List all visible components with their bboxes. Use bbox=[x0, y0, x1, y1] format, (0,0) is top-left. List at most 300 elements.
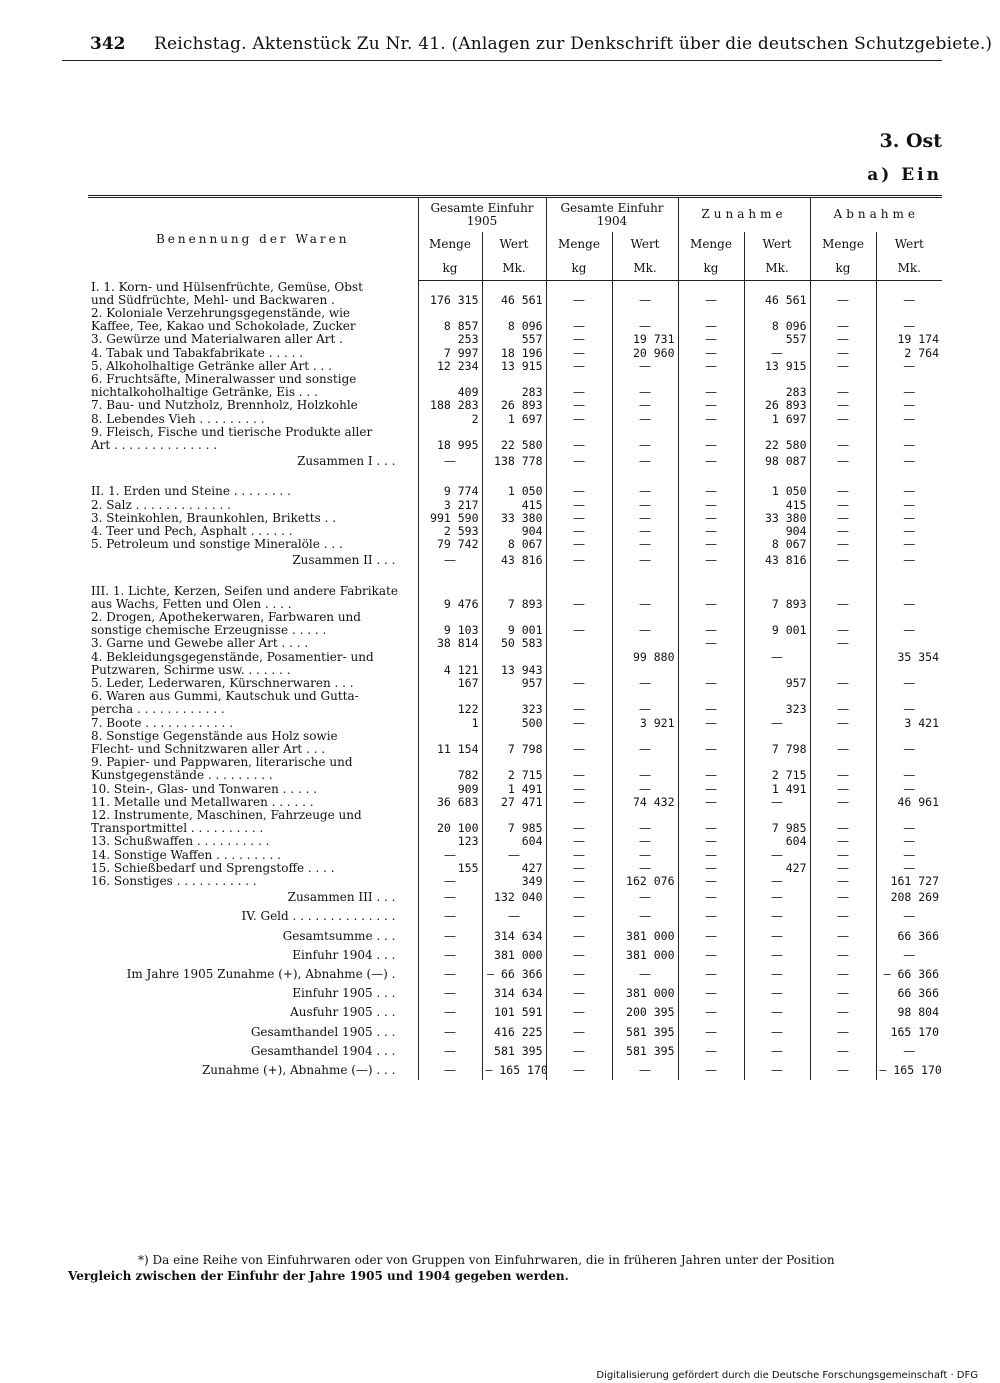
table-cell bbox=[678, 281, 744, 294]
table-row bbox=[88, 1061, 942, 1080]
table-cell: 1 bbox=[418, 717, 482, 730]
table-cell: — bbox=[678, 399, 744, 412]
table-cell: — bbox=[810, 512, 876, 525]
table-cell: 35 354 bbox=[876, 651, 942, 664]
table-cell: — bbox=[876, 822, 942, 835]
table-cell: — bbox=[810, 439, 876, 452]
table-cell: — bbox=[744, 347, 810, 360]
table-cell: — bbox=[678, 822, 744, 835]
table-row bbox=[88, 965, 942, 984]
table-cell: — bbox=[810, 333, 876, 346]
table-cell: — bbox=[810, 413, 876, 426]
table-cell: — bbox=[546, 703, 612, 716]
table-cell: 9 001 bbox=[482, 624, 546, 637]
table-cell: 904 bbox=[744, 525, 810, 538]
table-cell: 7 798 bbox=[482, 743, 546, 756]
table-cell: — bbox=[546, 386, 612, 399]
table-cell: — bbox=[678, 1061, 744, 1080]
table-cell: — bbox=[546, 485, 612, 498]
item-label: 4. Bekleidungsgegenstände, Posamentier- und bbox=[91, 650, 374, 664]
table-cell: 416 225 bbox=[482, 1023, 546, 1042]
table-cell: 782 bbox=[418, 769, 482, 782]
page-number: 342 bbox=[90, 34, 126, 54]
table-cell: 20 100 bbox=[418, 822, 482, 835]
table-cell: 957 bbox=[744, 677, 810, 690]
table-cell: 500 bbox=[482, 717, 546, 730]
table-cell: — bbox=[876, 743, 942, 756]
table-cell: 604 bbox=[482, 835, 546, 848]
total-label: IV. Geld . . . . . . . . . . . . . . bbox=[241, 909, 396, 924]
table-cell: — bbox=[678, 1003, 744, 1022]
table-cell: 581 395 bbox=[612, 1042, 678, 1061]
table-cell: — bbox=[678, 927, 744, 946]
table-cell: — 66 366 bbox=[482, 965, 546, 984]
table-cell bbox=[810, 585, 876, 598]
table-cell: — bbox=[546, 320, 612, 333]
table-cell: — bbox=[546, 862, 612, 875]
table-cell: 43 816 bbox=[744, 551, 810, 570]
table-cell: — bbox=[612, 452, 678, 471]
table-cell: — bbox=[810, 551, 876, 570]
table-row bbox=[88, 927, 942, 946]
table-cell: — bbox=[418, 1042, 482, 1061]
table-row bbox=[88, 796, 942, 809]
item-label: Putzwaren, Schirme usw. . . . . . . bbox=[91, 663, 291, 677]
table-cell: — bbox=[744, 927, 810, 946]
table-row bbox=[88, 862, 942, 875]
table-cell: — bbox=[546, 499, 612, 512]
table-cell: 581 395 bbox=[612, 1023, 678, 1042]
table-cell bbox=[744, 637, 810, 650]
table-row bbox=[88, 585, 942, 598]
table-row bbox=[88, 347, 942, 360]
table-cell: 2 715 bbox=[482, 769, 546, 782]
table-cell: — bbox=[744, 984, 810, 1003]
table-cell: 8 067 bbox=[744, 538, 810, 551]
table-cell: — bbox=[546, 769, 612, 782]
table-cell: 46 561 bbox=[744, 294, 810, 307]
table-cell: — bbox=[612, 888, 678, 907]
spacer-row bbox=[88, 571, 942, 585]
table-cell: 8 857 bbox=[418, 320, 482, 333]
table-cell bbox=[546, 426, 612, 439]
table-cell: 50 583 bbox=[482, 637, 546, 650]
subheader-menge: Menge bbox=[678, 232, 744, 258]
table-cell: 66 366 bbox=[876, 927, 942, 946]
table-cell: 98 804 bbox=[876, 1003, 942, 1022]
table-cell: 22 580 bbox=[482, 439, 546, 452]
table-cell: — bbox=[810, 347, 876, 360]
total-label: Einfuhr 1904 . . . bbox=[292, 947, 396, 962]
item-label: 4. Teer und Pech, Asphalt . . . . . . bbox=[91, 524, 293, 538]
table-row bbox=[88, 499, 942, 512]
table-row bbox=[88, 690, 942, 703]
table-cell: 1 050 bbox=[744, 485, 810, 498]
table-cell: — bbox=[810, 875, 876, 888]
table-cell: — bbox=[876, 598, 942, 611]
table-cell: 381 000 bbox=[482, 946, 546, 965]
table-cell: 33 380 bbox=[744, 512, 810, 525]
table-cell: 3 421 bbox=[876, 717, 942, 730]
table-cell: 8 096 bbox=[744, 320, 810, 333]
table-cell: — bbox=[546, 743, 612, 756]
table-cell: — bbox=[876, 677, 942, 690]
table-cell: — bbox=[612, 822, 678, 835]
table-row bbox=[88, 452, 942, 471]
table-cell: — bbox=[546, 598, 612, 611]
item-label: 5. Petroleum und sonstige Mineralöle . . . bbox=[91, 538, 343, 552]
table-cell: — bbox=[810, 743, 876, 756]
table-cell: 7 798 bbox=[744, 743, 810, 756]
total-label: Gesamtsumme . . . bbox=[282, 928, 396, 943]
table-cell: 155 bbox=[418, 862, 482, 875]
table-cell: — bbox=[876, 399, 942, 412]
table-row bbox=[88, 1023, 942, 1042]
table-cell: — bbox=[678, 294, 744, 307]
table-cell: 7 893 bbox=[482, 598, 546, 611]
table-cell: 43 816 bbox=[482, 551, 546, 570]
table-cell: — bbox=[810, 624, 876, 637]
table-cell bbox=[546, 585, 612, 598]
group-header-decrease: Abnahme bbox=[810, 197, 942, 233]
footnote-line-2: Vergleich zwischen der Einfuhr der Jahre 1905 und 1904 gegeben werden. bbox=[68, 1269, 569, 1283]
subheader-wert: Wert bbox=[482, 232, 546, 258]
total-label: Ausfuhr 1905 . . . bbox=[290, 1005, 396, 1020]
table-cell: — bbox=[418, 907, 482, 926]
import-table bbox=[88, 195, 942, 1080]
table-cell: 26 893 bbox=[482, 399, 546, 412]
table-cell: — bbox=[810, 849, 876, 862]
table-cell: — bbox=[612, 849, 678, 862]
item-label: 3. Gewürze und Materialwaren aller Art . bbox=[91, 333, 343, 347]
table-cell: — bbox=[612, 862, 678, 875]
table-row bbox=[88, 373, 942, 386]
table-cell: — bbox=[418, 984, 482, 1003]
table-cell: — bbox=[678, 769, 744, 782]
table-cell: — bbox=[612, 783, 678, 796]
table-row bbox=[88, 664, 942, 677]
table-cell: — bbox=[418, 1061, 482, 1080]
table-cell: — bbox=[546, 538, 612, 551]
total-label: Gesamthandel 1905 . . . bbox=[250, 1024, 396, 1039]
table-cell: — bbox=[546, 525, 612, 538]
item-label: II. 1. Erden und Steine . . . . . . . . bbox=[91, 485, 291, 499]
table-cell: — bbox=[810, 835, 876, 848]
table-cell bbox=[744, 426, 810, 439]
table-cell: — bbox=[482, 907, 546, 926]
table-cell: — bbox=[546, 888, 612, 907]
table-row bbox=[88, 907, 942, 926]
table-cell: — bbox=[678, 485, 744, 498]
table-cell: — bbox=[810, 862, 876, 875]
item-label: percha . . . . . . . . . . . . bbox=[91, 703, 225, 717]
item-label: Flecht- und Schnitzwaren aller Art . . . bbox=[91, 743, 326, 756]
table-cell: 604 bbox=[744, 835, 810, 848]
table-cell: — bbox=[876, 769, 942, 782]
table-cell: 283 bbox=[744, 386, 810, 399]
total-label: Zusammen III . . . bbox=[287, 890, 396, 905]
subheader-wert: Wert bbox=[876, 232, 942, 258]
group-header-import-1905: Gesamte Einfuhr 1905 bbox=[418, 197, 546, 233]
table-cell bbox=[482, 426, 546, 439]
table-row bbox=[88, 1042, 942, 1061]
table-cell: — bbox=[678, 499, 744, 512]
table-cell: — bbox=[876, 499, 942, 512]
table-cell: — bbox=[546, 413, 612, 426]
subheader-wert: Wert bbox=[744, 232, 810, 258]
table-cell: 557 bbox=[744, 333, 810, 346]
table-cell: 415 bbox=[482, 499, 546, 512]
table-cell: — bbox=[678, 360, 744, 373]
table-cell: — bbox=[876, 849, 942, 862]
table-cell: — bbox=[678, 717, 744, 730]
table-cell: — bbox=[678, 637, 744, 650]
table-cell: — bbox=[810, 783, 876, 796]
table-cell: 581 395 bbox=[482, 1042, 546, 1061]
table-cell: 74 432 bbox=[612, 796, 678, 809]
table-cell: — bbox=[810, 525, 876, 538]
table-row bbox=[88, 677, 942, 690]
item-label: 2. Drogen, Apothekerwaren, Farbwaren und bbox=[91, 610, 361, 624]
item-label: sonstige chemische Erzeugnisse . . . . . bbox=[91, 624, 327, 638]
table-cell: 314 634 bbox=[482, 927, 546, 946]
table-cell bbox=[612, 664, 678, 677]
table-cell: — bbox=[876, 624, 942, 637]
table-cell: 12 234 bbox=[418, 360, 482, 373]
table-cell: — bbox=[678, 796, 744, 809]
table-cell: — bbox=[810, 796, 876, 809]
table-cell: — bbox=[546, 1042, 612, 1061]
total-label: Zusammen I . . . bbox=[297, 454, 396, 469]
table-cell: 33 380 bbox=[482, 512, 546, 525]
item-label: 4. Tabak und Tabakfabrikate . . . . . bbox=[91, 346, 304, 360]
table-row bbox=[88, 651, 942, 664]
table-cell: — bbox=[612, 294, 678, 307]
table-cell bbox=[876, 637, 942, 650]
table-cell: — bbox=[744, 1023, 810, 1042]
table-cell bbox=[876, 426, 942, 439]
unit-mk: Mk. bbox=[612, 258, 678, 281]
table-cell: 161 727 bbox=[876, 875, 942, 888]
table-cell: 1 697 bbox=[744, 413, 810, 426]
table-cell bbox=[876, 585, 942, 598]
subsection-title: a) Ein bbox=[867, 165, 942, 185]
table-cell: — bbox=[810, 1042, 876, 1061]
unit-kg: kg bbox=[418, 258, 482, 281]
table-cell: — bbox=[418, 1003, 482, 1022]
item-label: Transportmittel . . . . . . . . . . bbox=[91, 822, 264, 836]
unit-mk: Mk. bbox=[876, 258, 942, 281]
table-cell bbox=[876, 664, 942, 677]
table-cell: — bbox=[678, 1023, 744, 1042]
table-cell: — bbox=[612, 525, 678, 538]
table-cell: — bbox=[546, 677, 612, 690]
item-label: 8. Sonstige Gegenstände aus Holz sowie bbox=[91, 729, 338, 743]
table-cell: — bbox=[546, 835, 612, 848]
table-cell: 132 040 bbox=[482, 888, 546, 907]
table-cell: 4 121 bbox=[418, 664, 482, 677]
table-cell: — bbox=[810, 677, 876, 690]
table-cell: 20 960 bbox=[612, 347, 678, 360]
table-cell: — bbox=[678, 907, 744, 926]
subheader-menge: Menge bbox=[810, 232, 876, 258]
table-cell: — bbox=[612, 320, 678, 333]
table-cell: — bbox=[418, 927, 482, 946]
table-cell: — bbox=[612, 551, 678, 570]
item-label: Art . . . . . . . . . . . . . . bbox=[91, 438, 218, 452]
item-label: Kunstgegenstände . . . . . . . . . bbox=[91, 769, 273, 783]
item-label: 10. Stein-, Glas- und Tonwaren . . . . . bbox=[91, 782, 318, 796]
table-row bbox=[88, 320, 942, 333]
table-cell: — bbox=[482, 849, 546, 862]
table-cell: — bbox=[744, 1061, 810, 1080]
table-cell: 7 985 bbox=[482, 822, 546, 835]
table-cell: — bbox=[810, 1003, 876, 1022]
table-cell: — bbox=[612, 399, 678, 412]
table-cell: — bbox=[612, 965, 678, 984]
table-cell: — bbox=[876, 320, 942, 333]
table-cell: — 165 170 bbox=[482, 1061, 546, 1080]
table-row bbox=[88, 439, 942, 452]
table-cell: — bbox=[810, 538, 876, 551]
table-cell: 314 634 bbox=[482, 984, 546, 1003]
table-row bbox=[88, 1003, 942, 1022]
table-cell: — bbox=[810, 927, 876, 946]
table-row bbox=[88, 485, 942, 498]
table-cell: — bbox=[612, 743, 678, 756]
table-cell: — bbox=[546, 796, 612, 809]
table-row bbox=[88, 703, 942, 716]
table-cell: — bbox=[678, 835, 744, 848]
item-label: 3. Steinkohlen, Braunkohlen, Briketts . . bbox=[91, 511, 337, 525]
table-cell bbox=[482, 585, 546, 598]
table-cell: — bbox=[678, 386, 744, 399]
table-cell bbox=[678, 651, 744, 664]
table-row bbox=[88, 743, 942, 756]
table-cell: — bbox=[678, 347, 744, 360]
item-label: Kaffee, Tee, Kakao und Schokolade, Zucker bbox=[91, 320, 356, 334]
table-cell: 188 283 bbox=[418, 399, 482, 412]
table-cell: 13 943 bbox=[482, 664, 546, 677]
table-row bbox=[88, 426, 942, 439]
table-cell: 9 476 bbox=[418, 598, 482, 611]
item-label: 2. Salz . . . . . . . . . . . . . bbox=[91, 498, 231, 512]
table-row bbox=[88, 399, 942, 412]
table-cell: 427 bbox=[744, 862, 810, 875]
footnote-line-1: *) Da eine Reihe von Einfuhrwaren oder von Gruppen von Einfuhrwaren, die in früheren Jahren unter der Position bbox=[138, 1253, 835, 1267]
table-cell: — bbox=[876, 294, 942, 307]
table-cell: — bbox=[546, 907, 612, 926]
table-cell: — bbox=[678, 862, 744, 875]
item-label: III. 1. Lichte, Kerzen, Seifen und andere Fabrikate bbox=[91, 584, 398, 598]
table-cell: — 165 170 bbox=[876, 1061, 942, 1080]
table-cell: 2 764 bbox=[876, 347, 942, 360]
table-cell: — bbox=[876, 1042, 942, 1061]
table-cell: — bbox=[744, 875, 810, 888]
table-cell: 22 580 bbox=[744, 439, 810, 452]
table-cell bbox=[546, 651, 612, 664]
table-cell: 557 bbox=[482, 333, 546, 346]
table-cell: — bbox=[612, 413, 678, 426]
group-header-increase: Zunahme bbox=[678, 197, 810, 233]
table-cell: — bbox=[810, 360, 876, 373]
subheader-wert: Wert bbox=[612, 232, 678, 258]
table-cell: — bbox=[744, 1003, 810, 1022]
item-label: 12. Instrumente, Maschinen, Fahrzeuge und bbox=[91, 809, 362, 823]
table-cell: — bbox=[876, 783, 942, 796]
table-cell: — bbox=[678, 551, 744, 570]
table-cell: — bbox=[678, 984, 744, 1003]
table-cell: — bbox=[876, 862, 942, 875]
table-cell: — bbox=[612, 439, 678, 452]
table-cell: 8 067 bbox=[482, 538, 546, 551]
table-cell: — bbox=[418, 1023, 482, 1042]
table-cell: 2 bbox=[418, 413, 482, 426]
table-cell: — bbox=[612, 499, 678, 512]
table-cell: — bbox=[612, 769, 678, 782]
item-label: 9. Fleisch, Fische und tierische Produkte aller bbox=[91, 425, 373, 439]
table-cell bbox=[418, 651, 482, 664]
table-cell: 46 561 bbox=[482, 294, 546, 307]
table-cell: — bbox=[810, 499, 876, 512]
section-title: 3. Ost bbox=[879, 130, 942, 152]
table-cell: — bbox=[744, 796, 810, 809]
item-label: nichtalkoholhaltige Getränke, Eis . . . bbox=[91, 386, 318, 400]
table-cell: 323 bbox=[482, 703, 546, 716]
table-cell bbox=[876, 281, 942, 294]
table-cell: — bbox=[546, 439, 612, 452]
table-cell: 79 742 bbox=[418, 538, 482, 551]
spacer-row bbox=[88, 471, 942, 485]
table-cell: — bbox=[810, 965, 876, 984]
table-row bbox=[88, 769, 942, 782]
table-cell: — bbox=[546, 1023, 612, 1042]
table-row bbox=[88, 360, 942, 373]
table-cell: — bbox=[876, 703, 942, 716]
table-cell: — bbox=[418, 849, 482, 862]
table-cell: 1 491 bbox=[744, 783, 810, 796]
total-label: Gesamthandel 1904 . . . bbox=[250, 1043, 396, 1058]
table-cell: 1 491 bbox=[482, 783, 546, 796]
item-label: 14. Sonstige Waffen . . . . . . . . . bbox=[91, 848, 281, 862]
table-cell: — bbox=[678, 875, 744, 888]
table-cell: 415 bbox=[744, 499, 810, 512]
table-cell bbox=[744, 664, 810, 677]
table-cell: — bbox=[876, 452, 942, 471]
table-cell: — bbox=[876, 946, 942, 965]
table-row bbox=[88, 888, 942, 907]
table-cell: — bbox=[678, 320, 744, 333]
table-row bbox=[88, 783, 942, 796]
table-cell: — bbox=[744, 1042, 810, 1061]
table-row bbox=[88, 413, 942, 426]
table-cell: — bbox=[612, 485, 678, 498]
table-cell bbox=[678, 585, 744, 598]
table-cell: — bbox=[876, 525, 942, 538]
table-row bbox=[88, 984, 942, 1003]
table-cell: 167 bbox=[418, 677, 482, 690]
table-cell: — bbox=[810, 888, 876, 907]
table-cell bbox=[810, 651, 876, 664]
table-cell: — bbox=[744, 965, 810, 984]
table-cell bbox=[612, 426, 678, 439]
table-cell: 46 961 bbox=[876, 796, 942, 809]
table-cell: — bbox=[612, 538, 678, 551]
table-cell: — bbox=[546, 783, 612, 796]
item-label: 7. Boote . . . . . . . . . . . . bbox=[91, 716, 234, 730]
table-cell: 9 001 bbox=[744, 624, 810, 637]
item-label: 13. Schußwaffen . . . . . . . . . . bbox=[91, 835, 270, 849]
